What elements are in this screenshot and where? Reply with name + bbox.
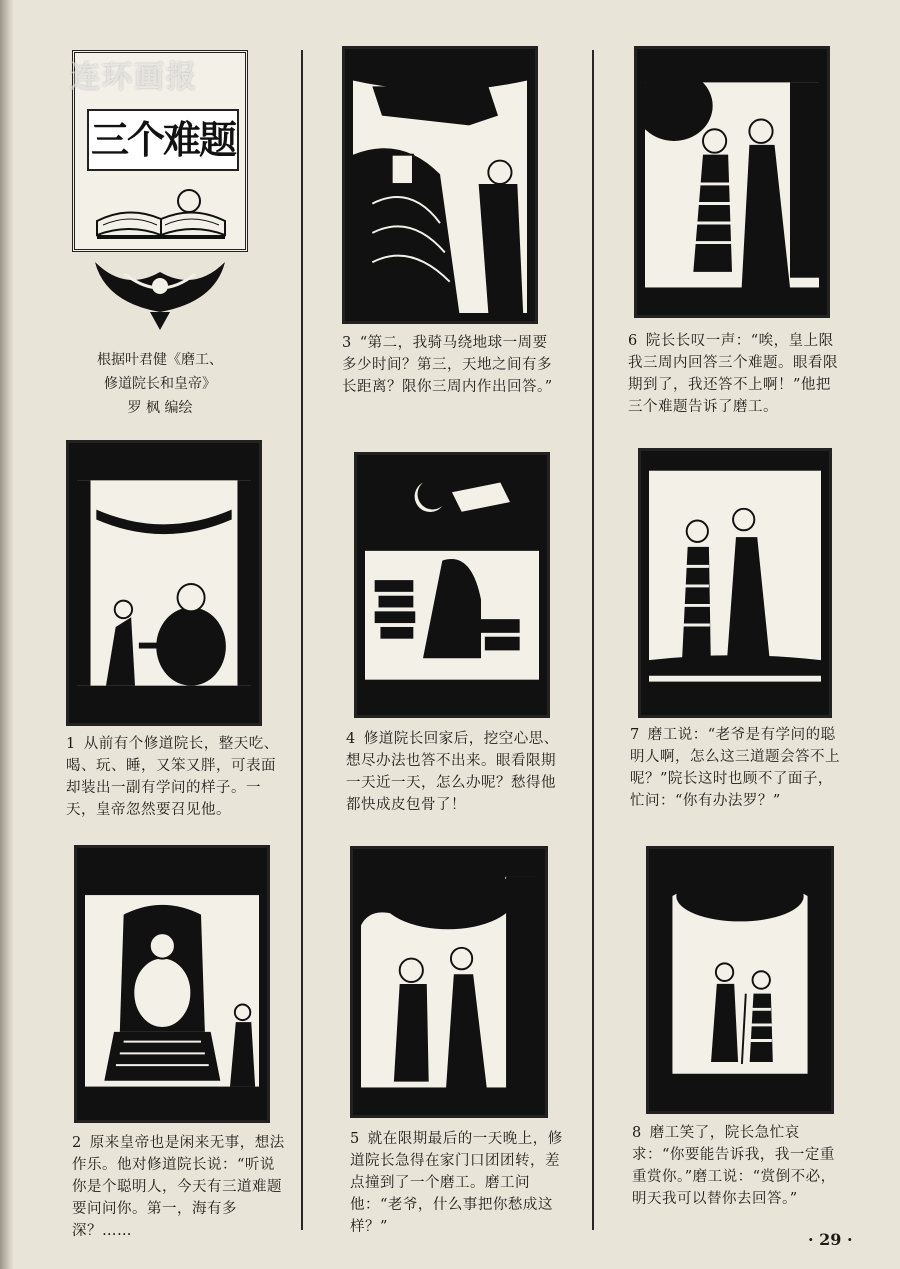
caption-3: [342, 332, 556, 398]
illustration-panel-6: [634, 46, 830, 318]
caption-2: [72, 1132, 286, 1242]
illustration-panel-3: [342, 46, 538, 324]
caption-6: [628, 330, 842, 418]
illustration-panel-4: [354, 452, 550, 718]
credit-line-1: 根据叶君健《磨工、: [97, 352, 223, 368]
caption-number: 7: [630, 727, 640, 743]
caption-text: 从前有个修道院长，整天吃、喝、玩、睡，又笨又胖，可表面却装出一副有学问的样子。一天，皇帝忽然要召见他。: [66, 736, 279, 818]
illustration-panel-5: [350, 846, 548, 1118]
emperor-questioning-illustration: [353, 57, 527, 313]
caption-8: [632, 1122, 846, 1210]
publisher-watermark: 连环画报: [70, 60, 198, 95]
miller-talks-illustration: [649, 459, 821, 707]
caption-text: “第二，我骑马绕地球一周要多少时间？第三，天地之间有多长距离？限你三周内作出回答。”: [342, 335, 553, 395]
abbot-meets-miller-illustration: [361, 857, 537, 1107]
illustration-panel-2: [74, 845, 270, 1123]
emperor-throne-illustration: [85, 856, 259, 1112]
caption-number: 2: [72, 1135, 82, 1151]
credit-line-3: 罗 枫 编绘: [127, 400, 193, 416]
caption-text: 就在限期最后的一天晚上，修道院长急得在家门口团团转，差点撞到了一个磨工。磨工问他：“老爷，什么事把你愁成这样？”: [350, 1131, 563, 1235]
illustration-panel-7: [638, 448, 832, 718]
caption-text: 磨工笑了，院长急忙哀求：“你要能告诉我，我一定重重赏你。”磨工说：“赏倒不必，明天我可以替你去回答。”: [632, 1125, 836, 1207]
column-divider-right: [592, 50, 594, 1230]
column-divider-left: [301, 50, 303, 1230]
caption-7: [630, 724, 844, 812]
caption-1: [66, 733, 280, 821]
abbot-sighs-illustration: [645, 57, 819, 307]
caption-number: 1: [66, 736, 76, 752]
illustration-panel-8: [646, 846, 834, 1114]
caption-number: 8: [632, 1125, 642, 1141]
floral-ornament: [85, 252, 235, 332]
caption-number: 4: [346, 731, 356, 747]
open-book-illustration: [93, 181, 229, 241]
caption-number: 6: [628, 333, 638, 349]
caption-number: 3: [342, 335, 352, 351]
caption-text: 院长长叹一声：“唉，皇上限我三周内回答三个难题。眼看限期到了，我还答不上啊！”他把三个难题告诉了磨工。: [628, 333, 838, 415]
abbot-dining-illustration: [77, 451, 251, 715]
caption-5: [350, 1128, 564, 1238]
caption-text: 磨工说：“老爷是有学问的聪明人啊，怎么这三道题会答不上呢？”院长这时也顾不了面子，忙问：“你有办法罗？”: [630, 727, 840, 809]
miller-offers-help-illustration: [657, 857, 823, 1103]
page-spine-shadow: [0, 0, 14, 1269]
caption-text: 原来皇帝也是闲来无事，想法作乐。他对修道院长说：“听说你是个聪明人，今天有三道难题要问问你。第一，海有多深？……: [72, 1135, 285, 1239]
caption-text: 修道院长回家后，挖空心思、想尽办法也答不出来。眼看限期一天近一天，怎么办呢？愁得他都快成皮包骨了！: [346, 731, 559, 813]
worried-abbot-illustration: [365, 463, 539, 707]
page-number: · 29 ·: [808, 1230, 853, 1249]
caption-4: [346, 728, 560, 816]
caption-number: 5: [350, 1131, 360, 1147]
source-credit: [70, 348, 250, 420]
illustration-panel-1: [66, 440, 262, 726]
page-title: 三个难题: [87, 109, 239, 171]
credit-line-2: 修道院长和皇帝》: [104, 376, 216, 392]
